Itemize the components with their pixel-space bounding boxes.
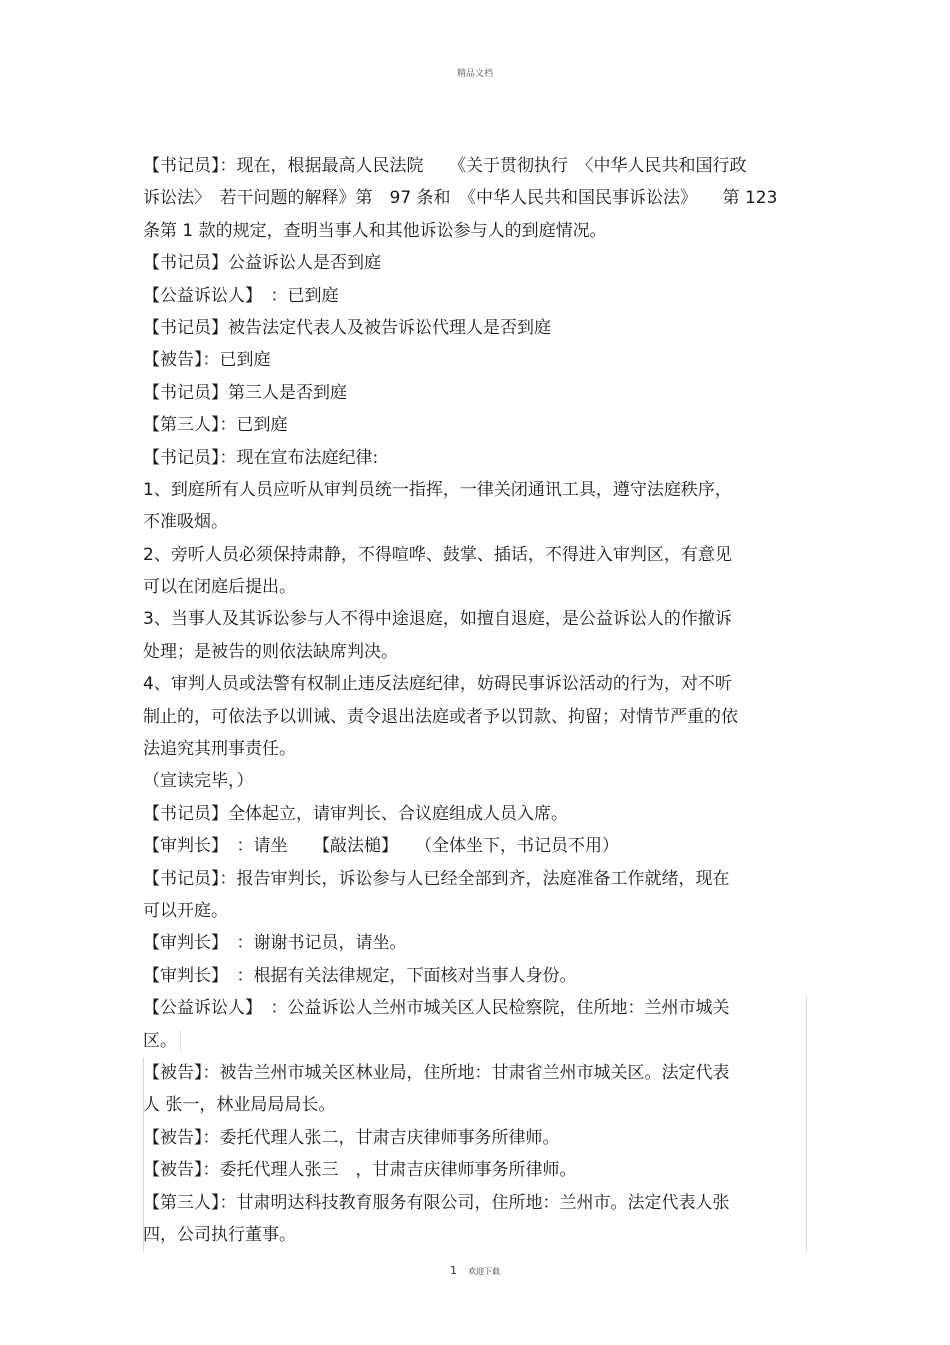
text-line: 【被告】：委托代理人张二，甘肃吉庆律师事务所律师。 [143,1127,560,1148]
text-line: 【书记员】公益诉讼人是否到庭 [143,253,381,274]
text-line: 【书记员】：现在，根据最高人民法院 《关于贯彻执行 〈中华人民共和国行政 [143,156,747,176]
footer-text: 欢迎下载 [468,1267,501,1276]
text-line: 【书记员】第三人是否到庭 [143,382,347,403]
text-line: 可以在闭庭后提出。 [143,577,296,598]
text-line: 3、当事人及其诉讼参与人不得中途退庭，如擅自退庭，是公益诉讼人的作撤诉 [143,609,732,630]
text-line: 【审判长】 ：请坐 【敲法槌】 （全体坐下，书记员不用） [143,836,619,857]
text-line: 【书记员】：报告审判长，诉讼参与人已经全部到齐，法庭准备工作就绪，现在 [143,868,730,889]
page-header: 精品文档 [456,69,493,79]
page-number: 1 [449,1264,457,1277]
table-border-fragment [180,1030,181,1052]
text-line: 【书记员】全体起立，请审判长、合议庭组成人员入席。 [143,803,568,824]
text-line: 诉讼法〉 若干问题的解释》第 97 条和 《中华人民共和国民事诉讼法》 第 123 [143,188,778,209]
text-line: 【被告】：已到庭 [143,350,271,371]
text-line: 1、到庭所有人员应听从审判员统一指挥，一律关闭通讯工具，遵守法庭秩序， [143,479,732,500]
text-line: 区。 [143,1030,177,1051]
text-line: 【被告】：被告兰州市城关区林业局，住所地：甘肃省兰州市城关区。法定代表 [143,1062,730,1083]
text-line: 四，公司执行董事。 [143,1224,296,1245]
document-body [143,150,823,1251]
text-line: 【书记员】被告法定代表人及被告诉讼代理人是否到庭 [143,317,551,338]
text-line: 【审判长】 ：谢谢书记员，请坐。 [143,933,407,954]
page-footer [0,1259,950,1278]
text-line: 2、旁听人员必须保持肃静，不得喧哗、鼓掌、插话，不得进入审判区，有意见 [143,544,732,565]
text-line: （宣读完毕，） [143,771,254,792]
text-line: 人 张一，林业局局局长。 [143,1095,336,1116]
text-line: 制止的，可依法予以训诫、责令退出法庭或者予以罚款、拘留；对情节严重的依 [143,706,738,727]
text-line: 【第三人】：已到庭 [143,415,288,436]
text-line: 【被告】：委托代理人张三 ，甘肃吉庆律师事务所律师。 [143,1160,577,1181]
text-line: 【审判长】 ：根据有关法律规定，下面核对当事人身份。 [143,965,577,986]
text-line: 4、审判人员或法警有权制止违反法庭纪律，妨碍民事诉讼活动的行为，对不听 [143,674,732,695]
text-line: 条第 1 款的规定，查明当事人和其他诉讼参与人的到庭情况。 [143,220,607,241]
text-line: 【第三人】：甘肃明达科技教育服务有限公司，住所地：兰州市。法定代表人张 [143,1192,730,1213]
text-line: 不准吸烟。 [143,512,228,533]
text-line: 法追究其刑事责任。 [143,739,296,760]
text-line: 【公益诉讼人】 ：公益诉讼人兰州市城关区人民检察院，住所地：兰州市城关 [143,998,730,1019]
text-line: 可以开庭。 [143,900,228,921]
text-line: 处理；是被告的则依法缺席判决。 [143,641,398,662]
text-line: 【书记员】：现在宣布法庭纪律: [143,447,379,468]
table-border-left [143,1058,144,1252]
text-line: 【公益诉讼人】 ：已到庭 [143,285,339,306]
table-border-right [806,996,807,1252]
